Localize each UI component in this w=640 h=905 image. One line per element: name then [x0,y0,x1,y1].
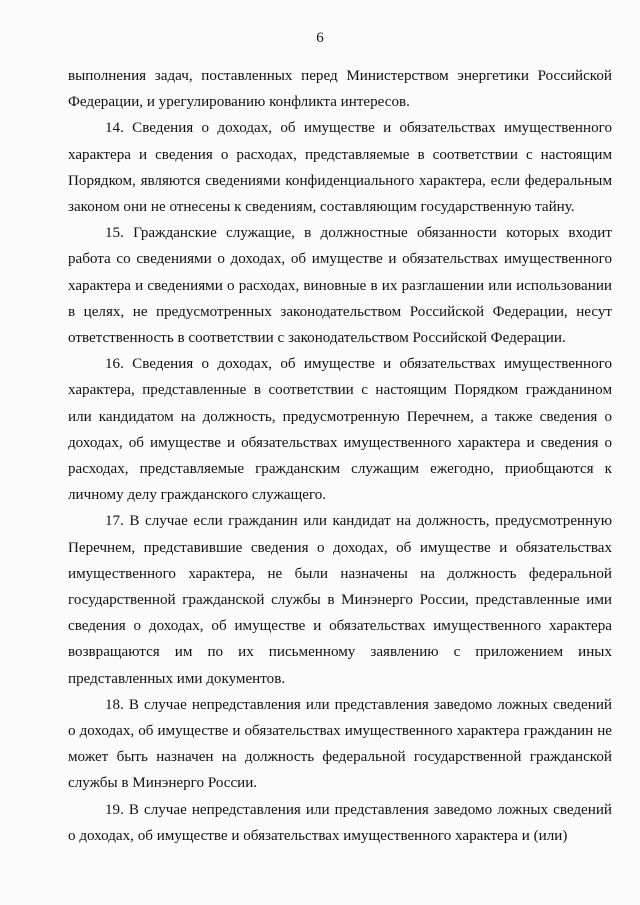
paragraph-17: 17. В случае если гражданин или кандидат на должность, предусмотренную Перечнем, представившие сведения о доходах, об имуществе и обязательствах имущественного характера, не были назначены на должность федеральной государственной гражданской службы в Минэнерго России, представленные ими сведения о доходах, об имуществе и обязательствах имущественного характера возвращаются им по их письменному заявлению с приложением иных представленных ими документов. [68,513,612,687]
paragraph-18: 18. В случае непредставления или представления заведомо ложных сведений о доходах, об имуществе и обязательствах имущественного характера гражданин не может быть назначен на должность федеральной государственной гражданской службы в Минэнерго России. [68,696,612,792]
paragraph-19: 19. В случае непредставления или представления заведомо ложных сведений о доходах, об имуществе и обязательствах имущественного характера и (или) [68,801,612,844]
paragraph-16: 16. Сведения о доходах, об имуществе и обязательствах имущественного характера, представленные в соответствии с настоящим Порядком гражданином или кандидатом на должность, предусмотренную Перечнем, а также сведения о доходах, об имуществе и обязательствах имущественного характера и сведения о расходах, представляемые гражданским служащим ежегодно, приобщаются к личному делу гражданского служащего. [68,356,612,504]
paragraph-continuation: выполнения задач, поставленных перед Министерством энергетики Российской Федерации, и урегулированию конфликта интересов. [68,68,612,111]
document-body [68,63,612,849]
page-number: 6 [316,30,324,46]
paragraph-14: 14. Сведения о доходах, об имуществе и обязательствах имущественного характера и сведения о расходах, представляемые в соответствии с настоящим Порядком, являются сведениями конфиденциального характера, если федеральным законом они не отнесены к сведениям, составляющим государственную тайну. [68,120,612,216]
paragraph-15: 15. Гражданские служащие, в должностные обязанности которых входит работа со сведениями о доходах, об имуществе и обязательствах имущественного характера и сведениями о расходах, виновные в их разглашении или использовании в целях, не предусмотренных законодательством Российской Федерации, несут ответственность в соответствии с законодательством Российской Федерации. [68,225,612,347]
